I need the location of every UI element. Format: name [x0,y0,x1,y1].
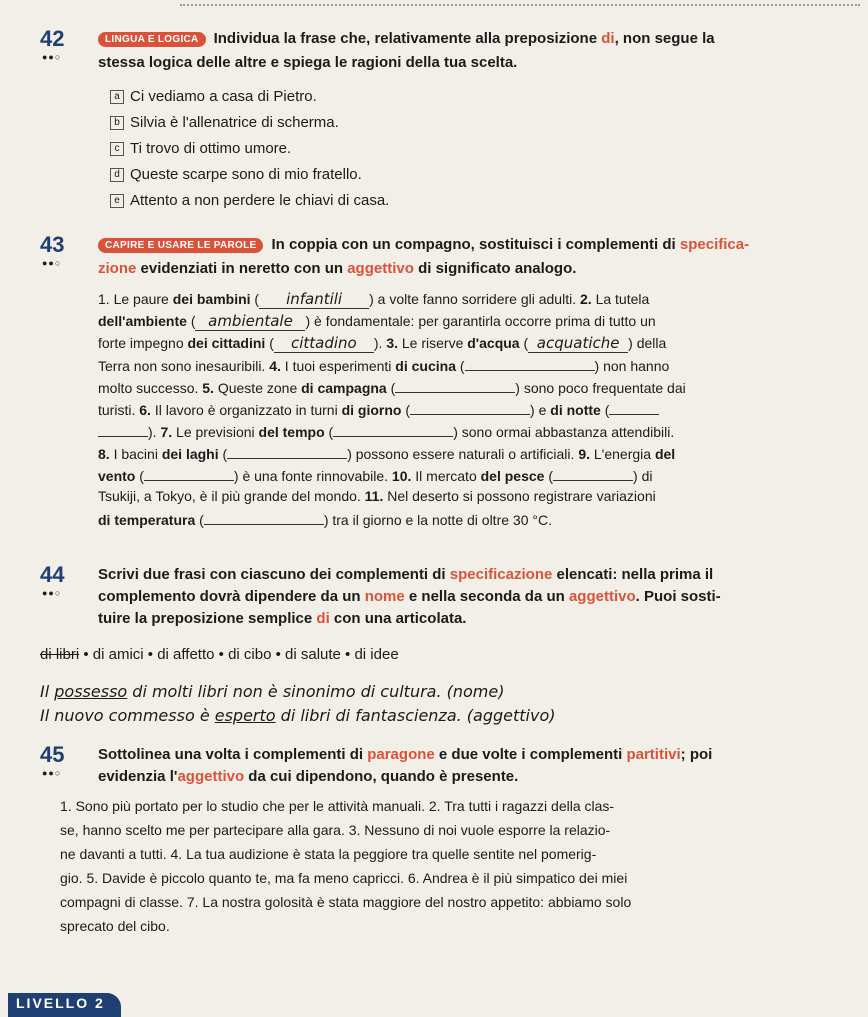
option-d[interactable]: d Queste scarpe sono di mio fratello. [110,166,362,183]
difficulty-dots: ●●○ [42,588,62,598]
answer-field[interactable] [333,422,453,437]
exercise-line: Terra non sono inesauribili. 4. I tuoi esperimenti di cucina ( ) non hanno [98,358,670,374]
instruction-line-2: zione evidenziati in neretto con un aggettivo di significato analogo. [98,260,577,277]
category-tag: CAPIRE E USARE LE PAROLE [98,238,263,253]
exercise-line: molto successo. 5. Queste zone di campagna ( ) sono poco frequentate dai [98,380,686,396]
exercise-line: 1. Le paure dei bambini ( infantili ) a volte fanno sorridere gli adulti. 2. La tutela [98,290,650,308]
option-b[interactable]: b Silvia è l'allenatrice di scherma. [110,114,339,131]
answer-field[interactable] [227,444,347,459]
answer-field[interactable]: cittadino [274,334,374,353]
instruction-line-2: complemento dovrà dipendere da un nome e nella seconda da un aggettivo. Puoi sosti- [98,588,721,605]
difficulty-dots: ●●○ [42,52,62,62]
instruction-line-2: evidenzia l'aggettivo da cui dipendono, quando è presente. [98,768,519,785]
exercise-line: di temperatura ( ) tra il giorno e la notte di oltre 30 °C. [98,512,552,528]
exercise-line: dell'ambiente ( ambientale ) è fondamentale: per garantirla occorre prima di tutto un [98,312,656,330]
category-tag: LINGUA E LOGICA [98,32,206,47]
exercise-44 [40,562,858,732]
answer-field[interactable] [98,422,148,437]
body-line: gio. 5. Davide è piccolo quanto te, ma fa meno capricci. 6. Andrea è il più simpatico dei miei [60,870,628,886]
exercise-number: 42 [40,26,65,51]
exercise-line: turisti. 6. Il lavoro è organizzato in turni di giorno ( ) e di notte ( [98,400,659,418]
exercise-line: ). 7. Le previsioni del tempo ( ) sono ormai abbastanza attendibili. [98,422,674,440]
example-sentence-1: Il possesso di molti libri non è sinonimo di cultura. (nome) [40,682,505,701]
option-c[interactable]: c Ti trovo di ottimo umore. [110,140,291,157]
difficulty-dots: ●●○ [42,258,62,268]
answer-field[interactable] [609,400,659,415]
exercise-45 [40,742,858,962]
instruction-line-1: LINGUA E LOGICA Individua la frase che, relativamente alla preposizione di, non segue la [98,30,715,47]
answer-field[interactable] [465,356,595,371]
answer-field[interactable] [553,466,633,481]
difficulty-dots: ●●○ [42,768,62,778]
exercise-number: 44 [40,562,65,587]
answer-field[interactable] [144,466,234,481]
answer-field[interactable] [204,510,324,525]
body-line: compagni di classe. 7. La nostra golosità è stata maggiore del nostro appetito: abbiamo solo [60,894,632,910]
body-line: 1. Sono più portato per lo studio che per le attività manuali. 2. Tra tutti i ragazzi della clas- [60,798,615,814]
exercise-line: 8. I bacini dei laghi ( ) possono essere naturali o artificiali. 9. L'energia del [98,446,676,462]
option-e[interactable]: e Attento a non perdere le chiavi di casa. [110,192,389,209]
exercise-43 [40,232,858,552]
instruction-line-1: Sottolinea una volta i complementi di paragone e due volte i complementi partitivi; poi [98,746,713,763]
answer-field[interactable] [410,400,530,415]
exercise-line: forte impegno dei cittadini ( cittadino ). 3. Le riserve d'acqua ( acquatiche ) della [98,334,667,352]
exercise-42 [40,26,858,216]
body-line: sprecato del cibo. [60,918,170,934]
exercise-number: 43 [40,232,65,257]
example-sentence-2: Il nuovo commesso è esperto di libri di fantascienza. (aggettivo) [40,706,556,725]
answer-field[interactable] [395,378,515,393]
level-footer: LIVELLO 2 [8,993,121,1017]
instruction-line-1: CAPIRE E USARE LE PAROLE In coppia con un compagno, sostituisci i complementi di specifica- [98,236,749,253]
exercise-line: Tsukiji, a Tokyo, è il più grande del mondo. 11. Nel deserto si possono registrare variazioni [98,488,656,504]
top-dotted-rule [180,4,860,6]
answer-field[interactable]: ambientale [195,312,305,331]
instruction-line-2: stessa logica delle altre e spiega le ragioni della tua scelta. [98,54,518,71]
answer-field[interactable]: acquatiche [528,334,628,353]
exercise-line: vento ( ) è una fonte rinnovabile. 10. Il mercato del pesce ( ) di [98,468,653,484]
complement-list: di libri • di amici • di affetto • di cibo • di salute • di idee [40,646,399,663]
exercise-number: 45 [40,742,65,767]
instruction-line-1: Scrivi due frasi con ciascuno dei complementi di specificazione elencati: nella prima il [98,566,714,583]
option-a[interactable]: a Ci vediamo a casa di Pietro. [110,88,317,105]
body-line: se, hanno scelto me per partecipare alla gara. 3. Nessuno di noi vuole esporre la relazio- [60,822,611,838]
instruction-line-3: tuire la preposizione semplice di con una articolata. [98,610,467,627]
body-line: ne davanti a tutti. 4. La tua audizione è stata la peggiore tra quelle sentite nel pomerig- [60,846,597,862]
answer-field[interactable]: infantili [259,290,369,309]
